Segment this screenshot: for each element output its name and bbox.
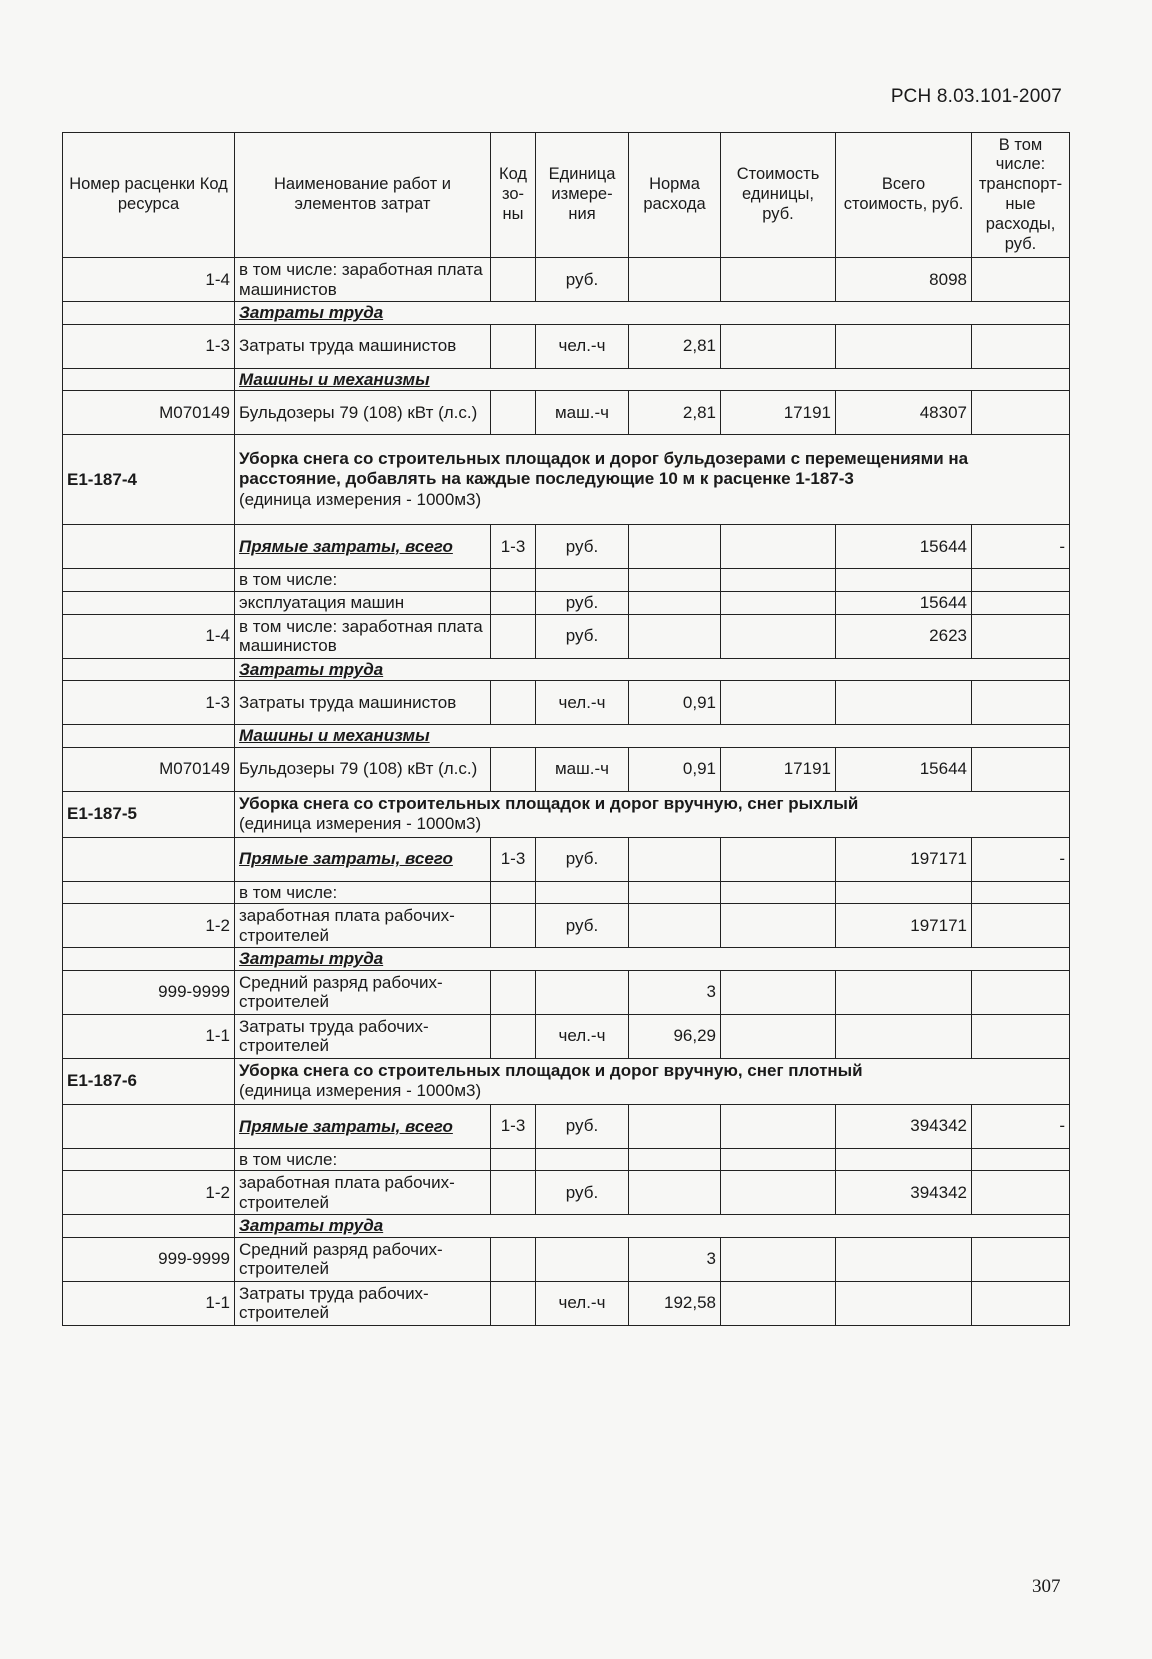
transport-cost [972, 1148, 1070, 1171]
rate-title: Уборка снега со строительных площадок и дорог вручную, снег рыхлый [239, 793, 859, 813]
rate-code: Е1-187-5 [63, 791, 235, 837]
total-cost: 48307 [836, 391, 972, 435]
item-name: Бульдозеры 79 (108) кВт (л.с.) [235, 391, 491, 435]
transport-cost [972, 1237, 1070, 1281]
unit: руб. [536, 904, 629, 948]
rate-entry-row [63, 1058, 1070, 1104]
total-cost: 197171 [836, 904, 972, 948]
resource-code: М070149 [63, 747, 235, 791]
total-cost: 15644 [836, 525, 972, 569]
norm [629, 837, 721, 881]
transport-cost [972, 1171, 1070, 1215]
col-unit-header: Единица измере-ния [536, 133, 629, 258]
total-cost [836, 324, 972, 368]
document-code: РСН 8.03.101-2007 [890, 86, 1062, 107]
total-cost [836, 569, 972, 592]
resource-code: 1-4 [63, 614, 235, 658]
unit: руб. [536, 837, 629, 881]
section-row [63, 1215, 1070, 1238]
resource-code: 999-9999 [63, 970, 235, 1014]
col-transport-header: В том числе: транспорт-ные расходы, руб. [972, 133, 1070, 258]
header-row [63, 133, 1070, 258]
section-row [63, 948, 1070, 971]
transport-cost [972, 391, 1070, 435]
item-name: Затраты труда машинистов [235, 681, 491, 725]
transport-cost [972, 681, 1070, 725]
rate-code: Е1-187-4 [63, 435, 235, 525]
transport-cost [972, 881, 1070, 904]
table-row [63, 1171, 1070, 1215]
resource-code [63, 569, 235, 592]
zone-code: 1-3 [491, 1104, 536, 1148]
norm [629, 904, 721, 948]
section-title: Затраты труда [235, 302, 1070, 325]
norm: 2,81 [629, 391, 721, 435]
item-name: заработная плата рабочих-строителей [235, 904, 491, 948]
resource-code: 1-3 [63, 681, 235, 725]
total-cost: 2623 [836, 614, 972, 658]
transport-cost [972, 970, 1070, 1014]
resource-code: 1-1 [63, 1281, 235, 1325]
norm [629, 614, 721, 658]
unit: маш.-ч [536, 747, 629, 791]
unit: руб. [536, 591, 629, 614]
norm [629, 1171, 721, 1215]
item-name: в том числе: заработная плата машинистов [235, 614, 491, 658]
zone-code [491, 591, 536, 614]
rate-unit-note: (единица измерения - 1000м3) [239, 489, 482, 509]
total-cost [836, 681, 972, 725]
table-row [63, 324, 1070, 368]
item-name: Средний разряд рабочих-строителей [235, 970, 491, 1014]
unit-cost [721, 1237, 836, 1281]
item-name: эксплуатация машин [235, 591, 491, 614]
table-row [63, 747, 1070, 791]
unit [536, 1148, 629, 1171]
rate-title-cell [235, 791, 1070, 837]
item-name: Средний разряд рабочих-строителей [235, 1237, 491, 1281]
unit: руб. [536, 525, 629, 569]
table-row [63, 904, 1070, 948]
transport-cost: - [972, 1104, 1070, 1148]
section-title: Машины и механизмы [235, 368, 1070, 391]
item-name: в том числе: заработная плата машинистов [235, 258, 491, 302]
col-name-header: Наименование работ и элементов затрат [235, 133, 491, 258]
zone-code [491, 1281, 536, 1325]
page-number: 307 [1032, 1576, 1061, 1597]
zone-code [491, 1148, 536, 1171]
item-name: заработная плата рабочих-строителей [235, 1171, 491, 1215]
table-row [63, 591, 1070, 614]
zone-code: 1-3 [491, 525, 536, 569]
resource-code: 1-1 [63, 1014, 235, 1058]
unit-cost [721, 970, 836, 1014]
section-spacer [63, 1215, 235, 1238]
resource-code [63, 837, 235, 881]
total-cost: 15644 [836, 591, 972, 614]
unit-cost [721, 837, 836, 881]
item-name: в том числе: [235, 1148, 491, 1171]
resource-code: 1-2 [63, 904, 235, 948]
rate-entry-row [63, 435, 1070, 525]
unit-cost [721, 881, 836, 904]
table-row [63, 614, 1070, 658]
resource-code: 1-4 [63, 258, 235, 302]
norm: 3 [629, 970, 721, 1014]
rate-title: Уборка снега со строительных площадок и дорог вручную, снег плотный [239, 1060, 863, 1080]
norm: 3 [629, 1237, 721, 1281]
resource-code [63, 591, 235, 614]
item-name: Прямые затраты, всего [235, 525, 491, 569]
unit: руб. [536, 1171, 629, 1215]
resource-code [63, 1104, 235, 1148]
col-total-header: Всего стоимость, руб. [836, 133, 972, 258]
resource-code: 1-2 [63, 1171, 235, 1215]
resource-code [63, 881, 235, 904]
zone-code [491, 258, 536, 302]
unit: руб. [536, 614, 629, 658]
col-code-header: Номер расценки Код ресурса [63, 133, 235, 258]
total-cost: 15644 [836, 747, 972, 791]
unit: маш.-ч [536, 391, 629, 435]
item-name: Бульдозеры 79 (108) кВт (л.с.) [235, 747, 491, 791]
item-name: Прямые затраты, всего [235, 837, 491, 881]
item-name: Затраты труда рабочих-строителей [235, 1014, 491, 1058]
unit-cost: 17191 [721, 747, 836, 791]
table-row [63, 1237, 1070, 1281]
table-row [63, 970, 1070, 1014]
col-unit-cost-header: Стоимость единицы, руб. [721, 133, 836, 258]
norm [629, 525, 721, 569]
zone-code [491, 747, 536, 791]
norm: 192,58 [629, 1281, 721, 1325]
rate-title-cell [235, 1058, 1070, 1104]
section-row [63, 658, 1070, 681]
resource-code: 999-9999 [63, 1237, 235, 1281]
section-title: Затраты труда [235, 948, 1070, 971]
section-row [63, 302, 1070, 325]
transport-cost [972, 258, 1070, 302]
unit-cost [721, 1104, 836, 1148]
item-name: Затраты труда рабочих-строителей [235, 1281, 491, 1325]
table-row [63, 569, 1070, 592]
transport-cost [972, 614, 1070, 658]
rate-unit-note: (единица измерения - 1000м3) [239, 1081, 482, 1101]
section-spacer [63, 302, 235, 325]
table-row [63, 1281, 1070, 1325]
zone-code [491, 1014, 536, 1058]
section-spacer [63, 948, 235, 971]
unit: чел.-ч [536, 1281, 629, 1325]
zone-code [491, 881, 536, 904]
section-spacer [63, 725, 235, 748]
unit-cost [721, 1281, 836, 1325]
item-name: в том числе: [235, 881, 491, 904]
zone-code [491, 569, 536, 592]
section-spacer [63, 368, 235, 391]
zone-code: 1-3 [491, 837, 536, 881]
total-cost [836, 1281, 972, 1325]
item-name: в том числе: [235, 569, 491, 592]
total-cost [836, 1014, 972, 1058]
norm: 2,81 [629, 324, 721, 368]
col-norm-header: Норма расхода [629, 133, 721, 258]
section-title: Затраты труда [235, 1215, 1070, 1238]
zone-code [491, 1237, 536, 1281]
transport-cost [972, 569, 1070, 592]
unit-cost [721, 904, 836, 948]
total-cost [836, 1148, 972, 1171]
transport-cost [972, 747, 1070, 791]
zone-code [491, 681, 536, 725]
zone-code [491, 324, 536, 368]
section-row [63, 725, 1070, 748]
unit: руб. [536, 258, 629, 302]
zone-code [491, 614, 536, 658]
total-cost [836, 1237, 972, 1281]
transport-cost: - [972, 525, 1070, 569]
zone-code [491, 970, 536, 1014]
resource-code: М070149 [63, 391, 235, 435]
unit-cost [721, 1171, 836, 1215]
section-title: Затраты труда [235, 658, 1070, 681]
rate-unit-note: (единица измерения - 1000м3) [239, 814, 482, 834]
norm [629, 1148, 721, 1171]
rate-title-cell [235, 435, 1070, 525]
transport-cost [972, 1014, 1070, 1058]
section-row [63, 368, 1070, 391]
total-cost: 197171 [836, 837, 972, 881]
total-cost [836, 970, 972, 1014]
unit-cost [721, 681, 836, 725]
rate-title: Уборка снега со строительных площадок и дорог бульдозерами с перемещениями на расстояние, добавлять на каждые последующие 10 м к расценке 1-187-3 [239, 449, 969, 489]
norm [629, 569, 721, 592]
norm [629, 258, 721, 302]
resource-code: 1-3 [63, 324, 235, 368]
norm: 0,91 [629, 747, 721, 791]
transport-cost [972, 324, 1070, 368]
norm [629, 881, 721, 904]
unit [536, 881, 629, 904]
zone-code [491, 1171, 536, 1215]
unit-cost: 17191 [721, 391, 836, 435]
table-row [63, 525, 1070, 569]
unit: чел.-ч [536, 681, 629, 725]
total-cost [836, 881, 972, 904]
total-cost: 394342 [836, 1104, 972, 1148]
zone-code [491, 904, 536, 948]
resource-code [63, 525, 235, 569]
table-row [63, 681, 1070, 725]
rate-entry-row [63, 791, 1070, 837]
unit: чел.-ч [536, 1014, 629, 1058]
zone-code [491, 391, 536, 435]
unit-cost [721, 1014, 836, 1058]
table-row [63, 1148, 1070, 1171]
rates-table [62, 132, 1070, 1326]
rate-code: Е1-187-6 [63, 1058, 235, 1104]
transport-cost [972, 1281, 1070, 1325]
table-body [63, 258, 1070, 1326]
table-row [63, 258, 1070, 302]
item-name: Прямые затраты, всего [235, 1104, 491, 1148]
unit [536, 569, 629, 592]
item-name: Затраты труда машинистов [235, 324, 491, 368]
unit [536, 970, 629, 1014]
unit-cost [721, 1148, 836, 1171]
norm: 0,91 [629, 681, 721, 725]
total-cost: 8098 [836, 258, 972, 302]
transport-cost: - [972, 837, 1070, 881]
norm [629, 591, 721, 614]
col-zone-header: Код зо-ны [491, 133, 536, 258]
table-row [63, 837, 1070, 881]
unit-cost [721, 569, 836, 592]
resource-code [63, 1148, 235, 1171]
unit: руб. [536, 1104, 629, 1148]
unit: чел.-ч [536, 324, 629, 368]
norm: 96,29 [629, 1014, 721, 1058]
unit-cost [721, 591, 836, 614]
table-row [63, 1104, 1070, 1148]
unit-cost [721, 614, 836, 658]
total-cost: 394342 [836, 1171, 972, 1215]
unit-cost [721, 324, 836, 368]
table-row [63, 391, 1070, 435]
transport-cost [972, 591, 1070, 614]
table-row [63, 1014, 1070, 1058]
table-row [63, 881, 1070, 904]
transport-cost [972, 904, 1070, 948]
section-spacer [63, 658, 235, 681]
norm [629, 1104, 721, 1148]
unit-cost [721, 258, 836, 302]
unit [536, 1237, 629, 1281]
unit-cost [721, 525, 836, 569]
section-title: Машины и механизмы [235, 725, 1070, 748]
